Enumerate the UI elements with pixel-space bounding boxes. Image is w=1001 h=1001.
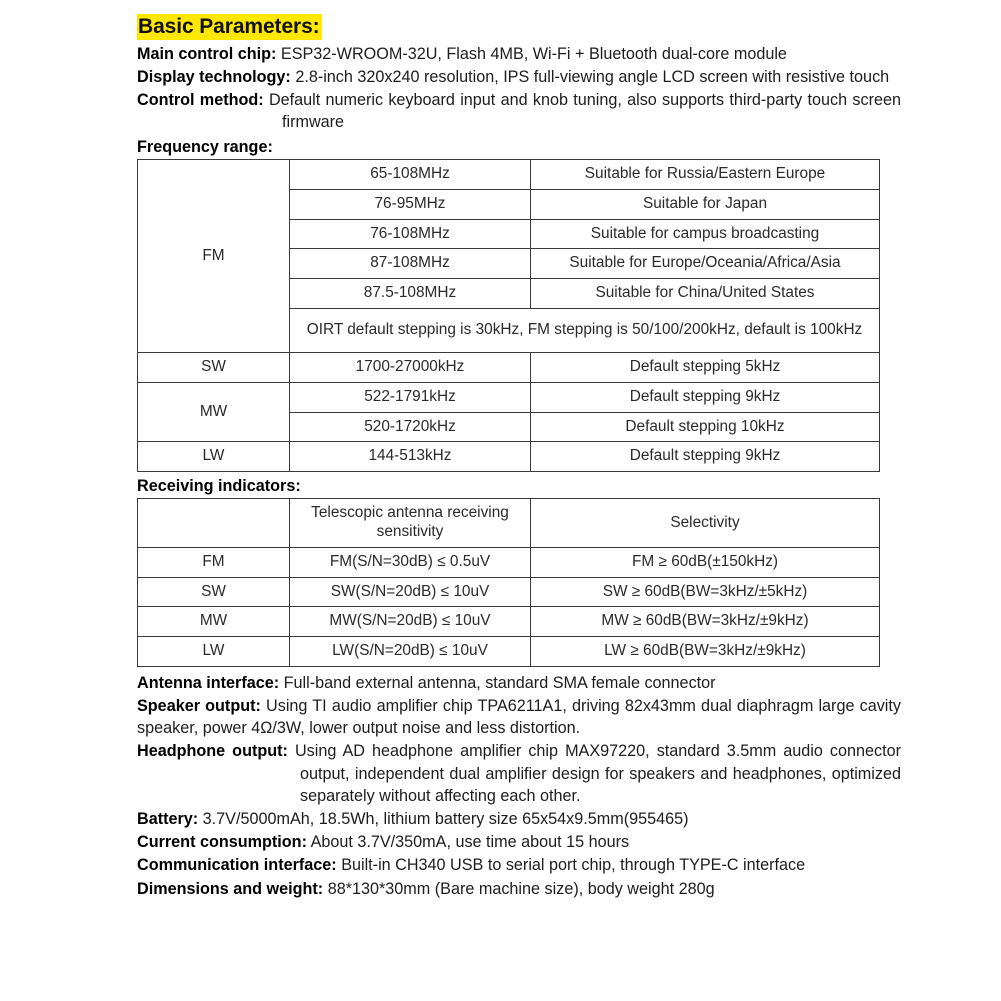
cell-range: 144-513kHz: [290, 442, 531, 472]
spec-main-control-chip: [137, 43, 901, 65]
cell-band: LW: [138, 637, 290, 667]
cell-band-sw: SW: [138, 352, 290, 382]
cell-note: Suitable for China/United States: [531, 279, 880, 309]
cell-note: Suitable for campus broadcasting: [531, 219, 880, 249]
spec-value-communication-interface: Built-in CH340 USB to serial port chip, through TYPE-C interface: [341, 856, 806, 875]
receiving-indicators-caption: Receiving indicators:: [137, 477, 301, 496]
spec-value-main-control-chip: ESP32-WROOM-32U, Flash 4MB, Wi-Fi + Bluetooth dual-core module: [280, 45, 787, 64]
cell-band: FM: [138, 547, 290, 577]
cell-range: 87.5-108MHz: [290, 279, 531, 309]
table-row: [138, 547, 880, 577]
spec-value-headphone-output: Using AD headphone amplifier chip MAX97220, standard 3.5mm audio connector output, independent dual amplifier design for speakers and headphones, optimized separately without affecting each other.: [294, 742, 902, 805]
spec-value-dimensions-and-weight: 88*130*30mm (Bare machine size), body weight 280g: [327, 879, 715, 898]
spec-label-battery: Battery:: [137, 809, 199, 828]
cell-band-mw: MW: [138, 382, 290, 442]
table-row: [138, 442, 880, 472]
table-row: [138, 637, 880, 667]
table-row: [138, 352, 880, 382]
spec-label-control-method: Control method:: [137, 90, 264, 109]
spec-label-headphone-output: Headphone output:: [137, 742, 288, 761]
spec-value-antenna-interface: Full-band external antenna, standard SMA female connector: [283, 673, 716, 692]
spec-current-consumption: [137, 831, 901, 853]
cell-range: 76-95MHz: [290, 189, 531, 219]
receiving-indicators-table: [137, 498, 880, 667]
cell-selectivity: SW ≥ 60dB(BW=3kHz/±5kHz): [531, 577, 880, 607]
spec-label-display-technology: Display technology:: [137, 67, 291, 86]
page-title: Basic Parameters:: [138, 15, 320, 38]
spec-communication-interface: [137, 854, 901, 876]
cell-range: 76-108MHz: [290, 219, 531, 249]
cell-range: 65-108MHz: [290, 160, 531, 190]
spec-battery: [137, 808, 901, 830]
table-row: [138, 160, 880, 190]
cell-range: 1700-27000kHz: [290, 352, 531, 382]
cell-note: Suitable for Japan: [531, 189, 880, 219]
cell-fm-stepping-note: OIRT default stepping is 30kHz, FM stepping is 50/100/200kHz, default is 100kHz: [290, 308, 880, 352]
cell-note: Suitable for Russia/Eastern Europe: [531, 160, 880, 190]
table-header-row: [138, 499, 880, 548]
frequency-range-caption: Frequency range:: [137, 138, 273, 156]
spec-value-control-method: Default numeric keyboard input and knob tuning, also supports third-party touch screen firmware: [268, 90, 901, 131]
header-selectivity: Selectivity: [531, 499, 880, 548]
header-corner: [138, 499, 290, 548]
spec-value-battery: 3.7V/5000mAh, 18.5Wh, lithium battery size 65x54x9.5mm(955465): [202, 809, 689, 828]
cell-band-fm: FM: [138, 160, 290, 353]
cell-band: MW: [138, 607, 290, 637]
bottom-spec-block: [137, 672, 901, 900]
header-sensitivity: Telescopic antenna receiving sensitivity: [290, 499, 531, 548]
cell-sensitivity: LW(S/N=20dB) ≤ 10uV: [290, 637, 531, 667]
spec-value-current-consumption: About 3.7V/350mA, use time about 15 hours: [310, 833, 630, 852]
cell-selectivity: MW ≥ 60dB(BW=3kHz/±9kHz): [531, 607, 880, 637]
cell-sensitivity: MW(S/N=20dB) ≤ 10uV: [290, 607, 531, 637]
spec-label-speaker-output: Speaker output:: [137, 697, 261, 716]
table-row: [138, 607, 880, 637]
cell-note: Default stepping 9kHz: [531, 382, 880, 412]
spec-speaker-output: [137, 695, 901, 739]
cell-sensitivity: SW(S/N=20dB) ≤ 10uV: [290, 577, 531, 607]
spec-display-technology: [137, 66, 901, 88]
cell-band: SW: [138, 577, 290, 607]
spec-value-display-technology: 2.8-inch 320x240 resolution, IPS full-viewing angle LCD screen with resistive touch: [295, 67, 890, 86]
cell-range: 522-1791kHz: [290, 382, 531, 412]
spec-label-dimensions-and-weight: Dimensions and weight:: [137, 879, 324, 898]
spec-label-main-control-chip: Main control chip:: [137, 45, 277, 64]
cell-range: 87-108MHz: [290, 249, 531, 279]
cell-note: Suitable for Europe/Oceania/Africa/Asia: [531, 249, 880, 279]
spec-control-method: [137, 89, 901, 133]
spec-value-speaker-output: Using TI audio amplifier chip TPA6211A1, driving 82x43mm dual diaphragm large cavity speaker, power 4Ω/3W, lower output noise and less distortion.: [137, 697, 901, 738]
frequency-range-table: [137, 159, 880, 472]
cell-band-lw: LW: [138, 442, 290, 472]
table-row: [138, 382, 880, 412]
spec-headphone-output: [137, 740, 901, 807]
spec-dimensions-and-weight: [137, 878, 901, 900]
cell-selectivity: FM ≥ 60dB(±150kHz): [531, 547, 880, 577]
cell-sensitivity: FM(S/N=30dB) ≤ 0.5uV: [290, 547, 531, 577]
cell-note: Default stepping 10kHz: [531, 412, 880, 442]
cell-note: Default stepping 9kHz: [531, 442, 880, 472]
table-row: [138, 577, 880, 607]
page-title-wrapper: [137, 14, 901, 40]
cell-range: 520-1720kHz: [290, 412, 531, 442]
spec-label-antenna-interface: Antenna interface:: [137, 673, 280, 692]
spec-antenna-interface: [137, 672, 901, 694]
spec-label-communication-interface: Communication interface:: [137, 856, 337, 875]
cell-note: Default stepping 5kHz: [531, 352, 880, 382]
cell-selectivity: LW ≥ 60dB(BW=3kHz/±9kHz): [531, 637, 880, 667]
spec-label-current-consumption: Current consumption:: [137, 833, 307, 852]
